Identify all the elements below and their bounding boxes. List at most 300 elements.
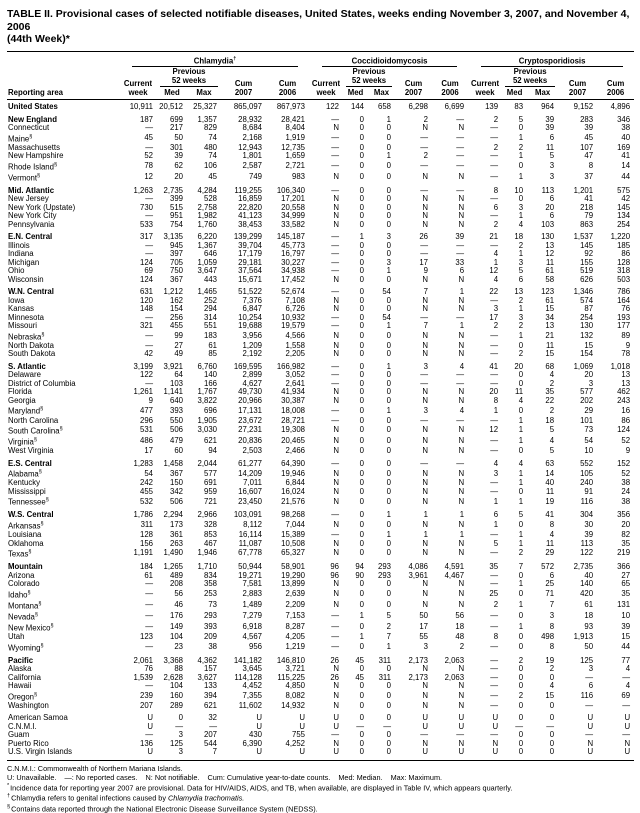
- cum-2007-line1: Cum: [404, 79, 423, 89]
- value-cell: 139,299: [233, 232, 262, 242]
- value-cell: 1: [359, 632, 365, 641]
- value-cell: 77: [621, 655, 631, 665]
- footnotes-block: [7, 764, 634, 813]
- value-cell: 0: [386, 458, 392, 468]
- value-cell: 0: [518, 738, 524, 748]
- value-cell: 0: [359, 510, 365, 520]
- value-cell: —: [331, 142, 340, 152]
- value-cell: 52: [144, 151, 153, 161]
- value-cell: 6,847: [242, 304, 262, 314]
- nedss-footnote-marker: §: [37, 172, 41, 179]
- value-cell: 0: [549, 672, 555, 682]
- value-cell: 0: [386, 142, 392, 152]
- value-cell: N: [458, 468, 465, 478]
- value-cell: —: [490, 378, 499, 388]
- col-header-med: Med: [502, 87, 527, 100]
- nedss-footnote-marker: §: [40, 406, 44, 413]
- value-cell: 506: [169, 425, 183, 435]
- reporting-area-cell: Pacific: [8, 655, 34, 665]
- value-cell: 0: [359, 548, 365, 558]
- value-cell: 1: [518, 249, 524, 259]
- reporting-area-cell: Kansas: [8, 304, 35, 314]
- value-cell: 0: [359, 496, 365, 506]
- value-cell: 1,946: [197, 548, 217, 558]
- value-cell: 144: [351, 102, 365, 112]
- current-week-line1: Current: [123, 79, 153, 89]
- value-cell: 853: [203, 530, 217, 540]
- value-cell: 26: [330, 655, 340, 665]
- value-cell: 23,450: [238, 496, 262, 506]
- value-cell: 1: [518, 151, 524, 161]
- value-cell: 1: [518, 530, 524, 540]
- value-cell: 2: [493, 321, 499, 331]
- table-row: [7, 642, 634, 653]
- value-cell: 0: [386, 436, 392, 446]
- reporting-area-cell: Arkansas§: [8, 520, 44, 531]
- value-cell: 699: [169, 114, 183, 124]
- value-cell: 86: [621, 415, 631, 425]
- table-row: [7, 633, 634, 642]
- value-cell: —: [420, 370, 429, 380]
- value-cell: 8: [493, 632, 499, 641]
- value-cell: 0: [359, 458, 365, 468]
- value-cell: —: [331, 641, 340, 651]
- value-cell: 293: [203, 611, 217, 621]
- value-cell: 68: [545, 361, 555, 371]
- value-cell: 7,108: [285, 295, 306, 305]
- value-cell: N: [333, 738, 340, 748]
- value-cell: N: [333, 486, 340, 496]
- value-cell: 4: [625, 681, 631, 691]
- value-cell: 1,219: [285, 641, 306, 651]
- reporting-area-cell: North Carolina: [8, 415, 59, 425]
- value-cell: —: [490, 622, 499, 632]
- value-cell: 2: [518, 655, 524, 665]
- table-row: [7, 548, 634, 559]
- value-cell: 22,820: [238, 202, 262, 212]
- value-cell: 551: [203, 321, 217, 331]
- value-cell: 41: [584, 194, 594, 204]
- value-cell: 528: [203, 194, 217, 204]
- value-cell: 87: [584, 304, 594, 314]
- value-cell: 10,932: [281, 312, 306, 322]
- value-cell: 3: [386, 257, 392, 267]
- value-cell: 11: [545, 340, 555, 350]
- reporting-area-cell: Guam: [8, 730, 30, 740]
- value-cell: 169,595: [233, 361, 262, 371]
- value-cell: 122: [580, 548, 594, 558]
- current-week-line2: week: [316, 88, 336, 98]
- value-cell: 1,357: [197, 114, 217, 124]
- footnote-marker: *: [7, 782, 10, 789]
- value-cell: 0: [178, 713, 183, 723]
- nedss-footnote-marker: §: [29, 133, 33, 140]
- value-cell: 0: [359, 622, 365, 632]
- value-cell: 20: [584, 370, 594, 380]
- value-cell: 0: [518, 730, 524, 740]
- value-cell: 696: [203, 405, 217, 415]
- value-cell: 0: [359, 274, 365, 284]
- value-cell: 149: [169, 622, 183, 632]
- value-cell: 18: [584, 611, 594, 621]
- value-cell: 20,966: [238, 395, 262, 405]
- value-cell: —: [585, 700, 594, 710]
- value-cell: 467: [203, 538, 217, 548]
- value-cell: —: [331, 611, 340, 621]
- value-cell: 1,265: [163, 562, 183, 572]
- value-cell: 1,558: [285, 340, 306, 350]
- value-cell: 16,797: [281, 249, 306, 259]
- value-cell: 21,576: [281, 496, 306, 506]
- value-cell: 0: [386, 425, 392, 435]
- value-cell: 544: [203, 738, 217, 748]
- value-cell: 1,760: [197, 219, 217, 229]
- value-cell: 4,591: [444, 562, 465, 572]
- value-cell: —: [490, 570, 499, 580]
- value-cell: —: [420, 249, 429, 259]
- value-cell: 45,773: [281, 240, 306, 250]
- value-cell: —: [456, 415, 465, 425]
- value-cell: 0: [502, 748, 527, 760]
- table-row: [7, 507, 634, 520]
- value-cell: 67,778: [238, 548, 262, 558]
- value-cell: N: [458, 340, 465, 350]
- value-cell: 863: [580, 219, 594, 229]
- value-cell: N: [333, 331, 340, 341]
- value-cell: 394: [203, 690, 217, 700]
- value-cell: 3,956: [242, 331, 262, 341]
- value-cell: 1,346: [573, 287, 594, 297]
- value-cell: U: [147, 713, 153, 723]
- value-cell: 6: [549, 194, 555, 204]
- value-cell: 7: [518, 562, 524, 572]
- value-cell: 631: [139, 287, 153, 297]
- value-cell: 26: [419, 232, 429, 242]
- value-cell: 577: [580, 387, 594, 397]
- value-cell: N: [458, 211, 465, 221]
- reporting-area-cell: Massachusetts: [8, 142, 61, 152]
- reporting-area-cell: Alabama§: [8, 469, 42, 479]
- value-cell: 56: [455, 611, 465, 621]
- table-row: [7, 436, 634, 447]
- nedss-footnote-marker: §: [40, 642, 44, 649]
- current-week-line2: week: [128, 88, 148, 98]
- value-cell: 945: [169, 240, 183, 250]
- value-cell: 1,201: [573, 185, 594, 195]
- table-row: [7, 124, 634, 133]
- value-cell: 0: [386, 446, 392, 456]
- value-cell: 154: [169, 304, 183, 314]
- value-cell: 10,911: [129, 102, 153, 112]
- value-cell: —: [145, 622, 153, 632]
- value-cell: N: [333, 446, 340, 456]
- value-cell: N: [458, 304, 465, 314]
- value-cell: N: [458, 219, 465, 229]
- value-cell: 2,883: [242, 588, 262, 598]
- value-cell: 0: [359, 172, 365, 182]
- value-cell: 24: [621, 486, 631, 496]
- value-cell: 253: [203, 588, 217, 598]
- value-cell: 552: [580, 458, 594, 468]
- value-cell: 103: [541, 219, 555, 229]
- table-row: [7, 331, 634, 342]
- value-cell: 283: [580, 114, 594, 124]
- value-cell: 397: [169, 249, 183, 259]
- value-cell: N: [422, 681, 429, 691]
- value-cell: N: [422, 548, 429, 558]
- value-cell: 26: [330, 672, 340, 682]
- value-cell: 430: [248, 730, 262, 740]
- value-cell: N: [422, 295, 429, 305]
- value-cell: N: [458, 700, 465, 710]
- value-cell: 1: [518, 425, 524, 435]
- value-cell: 1,913: [573, 632, 594, 641]
- value-cell: 304: [580, 510, 594, 520]
- value-cell: 0: [518, 446, 524, 456]
- value-cell: 4,362: [197, 655, 217, 665]
- value-cell: 6: [549, 211, 555, 221]
- value-cell: 2: [518, 295, 524, 305]
- value-cell: U: [333, 721, 340, 731]
- value-cell: 786: [617, 287, 631, 297]
- value-cell: 2,168: [242, 132, 262, 142]
- value-cell: —: [420, 132, 429, 142]
- value-cell: 55: [419, 632, 429, 641]
- value-cell: 3,627: [197, 672, 217, 682]
- value-cell: 0: [518, 123, 524, 133]
- value-cell: 5: [549, 425, 555, 435]
- value-cell: U: [221, 748, 266, 760]
- value-cell: 13,899: [281, 579, 306, 589]
- nedss-footnote-marker: §: [59, 426, 63, 433]
- reporting-area-cell: Ohio: [8, 266, 25, 276]
- col-group-chlamydia: [119, 51, 309, 67]
- value-cell: 0: [386, 520, 392, 530]
- value-cell: 346: [617, 114, 631, 124]
- value-cell: 0: [359, 240, 365, 250]
- value-cell: 317: [139, 232, 153, 242]
- value-cell: 646: [203, 249, 217, 259]
- value-cell: 11,602: [238, 700, 262, 710]
- value-cell: —: [331, 132, 340, 142]
- table-row: [7, 405, 634, 416]
- value-cell: 124: [617, 425, 631, 435]
- value-cell: 1,069: [573, 361, 594, 371]
- nedss-footnote-marker: §: [45, 497, 49, 504]
- value-cell: 113: [541, 185, 555, 195]
- value-cell: 90: [355, 570, 365, 580]
- value-cell: 7,279: [242, 611, 262, 621]
- value-cell: 45: [355, 672, 365, 682]
- value-cell: —: [145, 211, 153, 221]
- value-cell: 38: [621, 478, 631, 488]
- value-cell: —: [420, 312, 429, 322]
- value-cell: 0: [549, 730, 555, 740]
- value-cell: 2,758: [197, 202, 217, 212]
- table-title-line2: (44th Week)*: [7, 33, 70, 45]
- value-cell: 1,710: [197, 562, 217, 572]
- value-cell: 0: [386, 496, 392, 506]
- value-cell: 1,458: [163, 458, 183, 468]
- value-cell: 124: [139, 274, 153, 284]
- value-cell: 0: [359, 142, 365, 152]
- value-cell: 44: [621, 641, 631, 651]
- footnote-list: [7, 782, 634, 813]
- value-cell: —: [420, 142, 429, 152]
- reporting-area-cell: West Virginia: [8, 446, 54, 456]
- value-cell: 0: [359, 468, 365, 478]
- value-cell: 16,114: [238, 530, 262, 540]
- table-row: [7, 388, 634, 397]
- value-cell: 366: [617, 562, 631, 572]
- value-cell: 96: [330, 562, 340, 572]
- value-cell: 63: [545, 458, 555, 468]
- reporting-area-cell: Georgia: [8, 395, 36, 405]
- value-cell: 79: [584, 211, 594, 221]
- value-cell: 6,298: [408, 102, 429, 112]
- reporting-area-cell: W.S. Central: [8, 510, 54, 520]
- value-cell: 0: [518, 672, 524, 682]
- value-cell: 0: [386, 700, 392, 710]
- value-cell: 155: [580, 257, 594, 267]
- value-cell: 1: [518, 622, 524, 632]
- value-cell: 0: [359, 681, 365, 691]
- table-row: [7, 572, 634, 581]
- value-cell: N: [624, 738, 631, 748]
- value-cell: 28,721: [281, 415, 306, 425]
- table-row: [7, 305, 634, 314]
- value-cell: N: [333, 478, 340, 488]
- value-cell: 39,704: [238, 240, 262, 250]
- reporting-area-cell: Missouri: [8, 321, 38, 331]
- value-cell: 15: [545, 304, 555, 314]
- value-cell: 393: [203, 622, 217, 632]
- value-cell: 6,918: [242, 622, 262, 632]
- table-row: [7, 371, 634, 380]
- reporting-area-cell: New York City: [8, 211, 57, 221]
- value-cell: 51,522: [238, 287, 262, 297]
- value-cell: 20,465: [281, 436, 306, 446]
- value-cell: —: [420, 730, 429, 740]
- value-cell: 0: [518, 378, 524, 388]
- value-cell: 3: [493, 304, 499, 314]
- col-header-cum-2007: [395, 67, 432, 100]
- value-cell: N: [422, 446, 429, 456]
- reporting-area-cell: Virginia§: [8, 437, 37, 447]
- value-cell: 0: [359, 202, 365, 212]
- value-cell: —: [383, 721, 392, 731]
- value-cell: 46: [174, 600, 183, 610]
- value-cell: 83: [514, 102, 524, 112]
- value-cell: 367: [169, 274, 183, 284]
- value-cell: 218: [580, 202, 594, 212]
- value-cell: 0: [549, 700, 555, 710]
- reporting-area-cell: Nevada§: [8, 611, 38, 622]
- table-row: [7, 284, 634, 297]
- cum-2007-line1: Cum: [234, 79, 253, 89]
- value-cell: 150: [169, 478, 183, 488]
- value-cell: —: [490, 331, 499, 341]
- value-cell: 0: [518, 160, 524, 170]
- value-cell: 30,387: [281, 395, 306, 405]
- value-cell: 35: [621, 588, 631, 598]
- value-cell: —: [331, 370, 340, 380]
- value-cell: N: [333, 690, 340, 700]
- value-cell: 12: [144, 172, 153, 182]
- value-cell: 5: [386, 611, 392, 621]
- value-cell: N: [422, 219, 429, 229]
- current-week-line1: Current: [470, 79, 500, 89]
- value-cell: N: [422, 202, 429, 212]
- value-cell: 420: [580, 588, 594, 598]
- col-group-cryptosporidiosis: [468, 51, 634, 67]
- value-cell: 0: [359, 600, 365, 610]
- value-cell: 0: [518, 340, 524, 350]
- value-cell: 6: [459, 266, 465, 276]
- cum-2006-line1: Cum: [606, 79, 625, 89]
- value-cell: 185: [617, 240, 631, 250]
- value-cell: —: [420, 240, 429, 250]
- value-cell: 52: [621, 436, 631, 446]
- col-group-coccidioidomycosis: [309, 51, 468, 67]
- table-row: [7, 710, 634, 723]
- value-cell: 239: [139, 690, 153, 700]
- value-cell: 2: [423, 114, 429, 124]
- value-cell: 2,899: [242, 370, 262, 380]
- reporting-area-cell: Wyoming§: [8, 642, 44, 653]
- value-cell: 37: [584, 172, 594, 182]
- col-group-coccidioidomycosis-label: Coccidioidomycosis: [351, 56, 428, 66]
- value-cell: —: [456, 240, 465, 250]
- value-cell: N: [458, 446, 465, 456]
- footnote-marker: †: [7, 793, 11, 800]
- value-cell: 3,921: [163, 361, 183, 371]
- table-row: [7, 653, 634, 666]
- value-cell: 0: [359, 405, 365, 415]
- reporting-area-cell: S. Atlantic: [8, 361, 46, 371]
- nedss-footnote-marker: §: [53, 161, 58, 168]
- value-cell: —: [420, 378, 429, 388]
- value-cell: 1: [386, 321, 392, 331]
- value-cell: N: [333, 600, 340, 610]
- col-header-previous-52-weeks: [502, 67, 558, 87]
- legend-item: Max: Maximum.: [390, 772, 443, 782]
- value-cell: 19,946: [281, 468, 306, 478]
- reporting-area-cell: Nebraska§: [8, 331, 45, 342]
- value-cell: 18,008: [281, 405, 306, 415]
- value-cell: 3: [157, 748, 187, 760]
- value-cell: 2,192: [242, 349, 262, 359]
- value-cell: 69: [621, 690, 631, 700]
- value-cell: 1: [518, 415, 524, 425]
- value-cell: 0: [359, 387, 365, 397]
- value-cell: 8,404: [285, 123, 306, 133]
- value-cell: 0: [359, 266, 365, 276]
- value-cell: 1,919: [285, 132, 306, 142]
- value-cell: 2,173: [408, 672, 429, 682]
- value-cell: 25: [489, 588, 499, 598]
- value-cell: 0: [359, 211, 365, 221]
- value-cell: N: [422, 387, 429, 397]
- value-cell: —: [456, 249, 465, 259]
- value-cell: N: [458, 520, 465, 530]
- value-cell: 1: [518, 304, 524, 314]
- footnote-text: Chlamydia refers to genital infections caused by: [11, 793, 169, 803]
- value-cell: 166: [203, 378, 217, 388]
- value-cell: 64,390: [281, 458, 306, 468]
- value-cell: N: [422, 274, 429, 284]
- value-cell: 0: [386, 387, 392, 397]
